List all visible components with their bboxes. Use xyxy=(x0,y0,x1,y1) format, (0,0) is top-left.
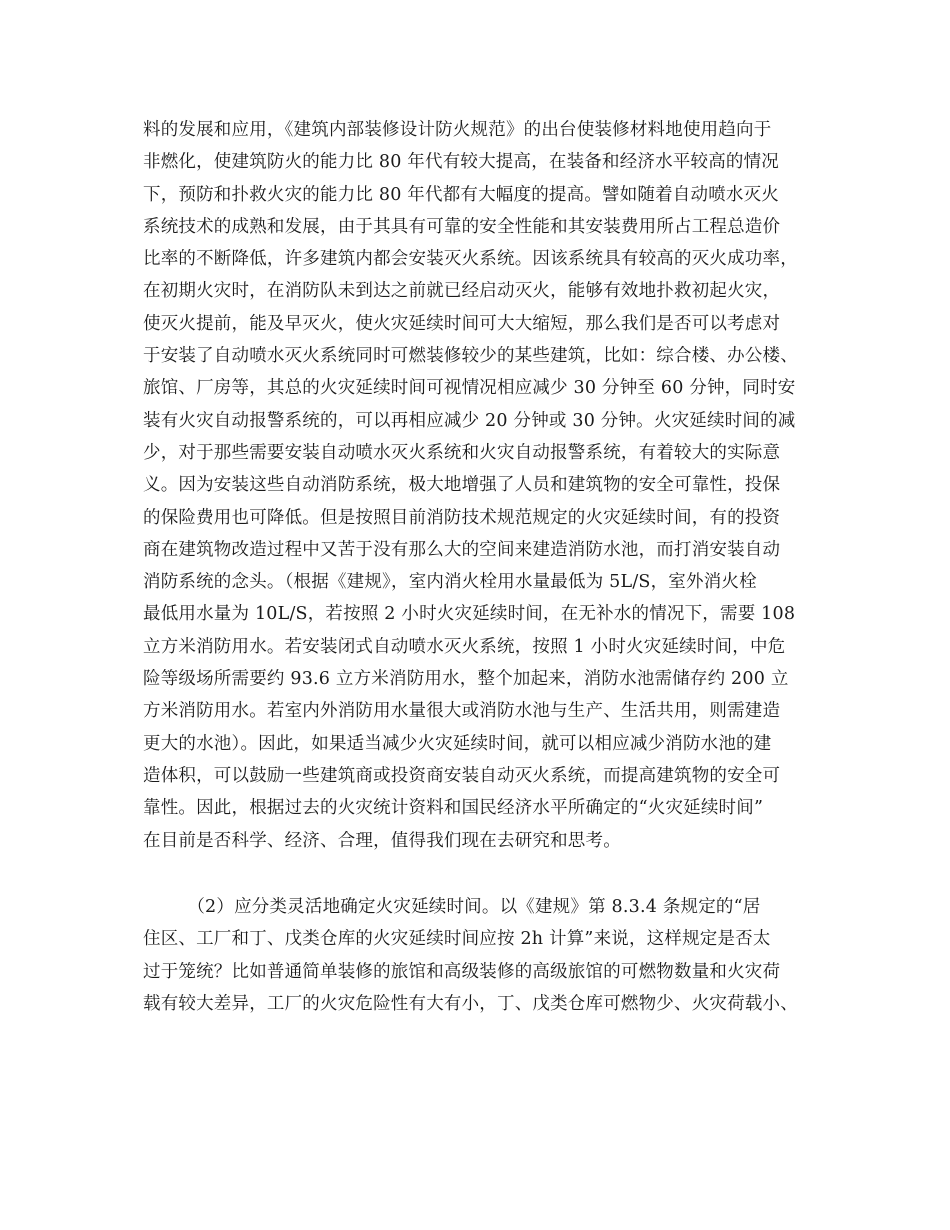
text-line: 于安装了自动喷水灭火系统同时可燃装修较少的某些建筑，比如：综合楼、办公楼、 xyxy=(143,346,798,367)
paragraph-classification-point-2 xyxy=(143,891,823,1020)
text-line: 下，预防和扑救火灾的能力比 80 年代都有大幅度的提高。譬如随着自动喷水灭火 xyxy=(143,184,779,205)
text-line: 商在建筑物改造过程中又苦于没有那么大的空间来建造消防水池，而打消安装自动 xyxy=(143,539,781,560)
text-line: 载有较大差异，工厂的火灾危险性有大有小，丁、戊类仓库可燃物少、火灾荷载小、 xyxy=(143,993,798,1014)
text-line: 旅馆、厂房等，其总的火灾延续时间可视情况相应减少 30 分钟至 60 分钟，同时安 xyxy=(143,378,796,399)
text-line: 过于笼统？比如普通简单装修的旅馆和高级装修的高级旅馆的可燃物数量和火灾荷 xyxy=(143,961,781,982)
text-line: 比率的不断降低，许多建筑内都会安装灭火系统。因该系统具有较高的灭火成功率， xyxy=(143,249,798,270)
text-line: 靠性。因此，根据过去的火灾统计资料和国民经济水平所确定的“火灾延续时间” xyxy=(143,798,764,819)
text-line: 立方米消防用水。若安装闭式自动喷水灭火系统，按照 1 小时火灾延续时间，中危 xyxy=(143,636,786,657)
text-line: 在目前是否科学、经济、合理，值得我们现在去研究和思考。 xyxy=(143,830,621,851)
text-line: 消防系统的念头。（根据《建规》，室内消火栓用水量最低为 5L/S，室外消火栓 xyxy=(143,572,757,593)
text-line: 最低用水量为 10L/S，若按照 2 小时火灾延续时间，在无补水的情况下，需要 108 xyxy=(143,604,796,625)
text-line: 少，对于那些需要安装自动喷水灭火系统和火灾自动报警系统，有着较大的实际意 xyxy=(143,442,781,463)
text-line: 料的发展和应用，《建筑内部装修设计防火规范》的出台使装修材料地使用趋向于 xyxy=(143,120,772,140)
text-line: 系统技术的成熟和发展，由于其具有可靠的安全性能和其安装费用所占工程总造价 xyxy=(143,216,781,237)
text-line: 险等级场所需要约 93.6 立方米消防用水，整个加起来，消防水池需储存约 200 立 xyxy=(143,669,789,690)
text-line: 方米消防用水。若室内外消防用水量很大或消防水池与生产、生活共用，则需建造 xyxy=(143,701,781,722)
text-line: 装有火灾自动报警系统的，可以再相应减少 20 分钟或 30 分钟。火灾延续时间的减 xyxy=(143,410,796,431)
text-line: 使灭火提前，能及早灭火，使火灾延续时间可大大缩短，那么我们是否可以考虑对 xyxy=(143,313,781,334)
text-line: 在初期火灾时，在消防队未到达之前就已经启动灭火，能够有效地扑救初起火灾， xyxy=(143,281,781,302)
text-line: 造体积，可以鼓励一些建筑商或投资商安装自动灭火系统，而提高建筑物的安全可 xyxy=(143,765,781,786)
paragraph-fire-duration-discussion xyxy=(143,114,823,857)
text-line: （2）应分类灵活地确定火灾延续时间。以《建规》第 8.3.4 条规定的“居 xyxy=(143,897,761,917)
text-line: 非燃化，使建筑防火的能力比 80 年代有较大提高，在装备和经济水平较高的情况 xyxy=(143,152,779,173)
text-line: 更大的水池）。因此，如果适当减少火灾延续时间，就可以相应减少消防水池的建 xyxy=(143,733,772,754)
text-line: 住区、工厂和丁、戊类仓库的火灾延续时间应按 2h 计算”来说，这样规定是否太 xyxy=(143,929,771,950)
text-line: 的保险费用也可降低。但是按照目前消防技术规范规定的火灾延续时间，有的投资 xyxy=(143,507,781,528)
text-line: 义。因为安装这些自动消防系统，极大地增强了人员和建筑物的安全可靠性，投保 xyxy=(143,475,781,496)
